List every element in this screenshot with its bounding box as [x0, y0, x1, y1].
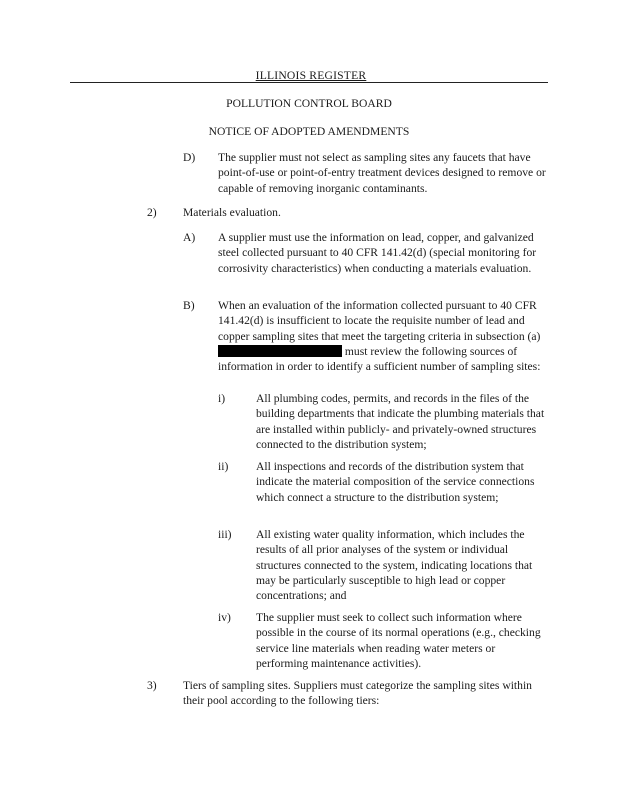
item-3-text: Tiers of sampling sites. Suppliers must categorize the sampling sites within their pool according to the following tiers:	[183, 679, 532, 708]
item-ii-text: All inspections and records of the distribution system that indicate the material composition of the service connections which connect a structure to the distribution system;	[256, 460, 535, 504]
item-2a-label: A)	[183, 231, 196, 244]
register-title: ILLINOIS REGISTER	[255, 69, 367, 82]
item-iv-text: The supplier must seek to collect such information where possible in the course of its normal operations (e.g., checking service line materials when reading water meters or performing maintenance activities).	[256, 611, 541, 670]
item-d-label: D)	[183, 151, 196, 164]
item-2-label: 2)	[147, 206, 157, 219]
notice-title: NOTICE OF ADOPTED AMENDMENTS	[208, 125, 410, 138]
item-2b-text-after: must review the following sources of information in order to identify a sufficient number of sampling sites:	[218, 344, 541, 374]
item-i-label: i)	[218, 392, 226, 405]
item-3-label: 3)	[147, 679, 157, 692]
item-iii-text: All existing water quality information, which includes the results of all prior analyses of the system or individual structures connected to the system, indicating locations that may be particularly susceptible to high lead or copper concentrations; and	[256, 528, 533, 603]
item-ii-label: ii)	[218, 460, 229, 473]
item-i-text: All plumbing codes, permits, and records in the files of the building departments that indicate the plumbing materials that are installed within publicly- and privately-owned structures connected to the distribution system;	[256, 392, 545, 451]
item-2-text: Materials evaluation.	[183, 206, 281, 219]
item-iii-label: iii)	[218, 528, 232, 541]
board-title: POLLUTION CONTROL BOARD	[226, 97, 392, 110]
item-2b-label: B)	[183, 299, 195, 312]
item-d-text: The supplier must not select as sampling sites any faucets that have point-of-use or point-of-entry treatment devices designed to remove or capable of removing inorganic contaminants.	[218, 151, 546, 195]
redaction-bar	[218, 345, 342, 357]
item-iv-label: iv)	[218, 611, 231, 624]
item-2b-text	[218, 298, 548, 374]
item-2a-text: A supplier must use the information on lead, copper, and galvanized steel collected pursuant to 40 CFR 141.42(d) (special monitoring for corrosivity characteristics) when conducting a materials evaluation.	[218, 231, 537, 275]
item-2b-text-before: When an evaluation of the information collected pursuant to 40 CFR 141.42(d) is insufficient to locate the requisite number of lead and copper sampling sites that meet the targeting criteria in subsection (a)	[218, 299, 541, 343]
